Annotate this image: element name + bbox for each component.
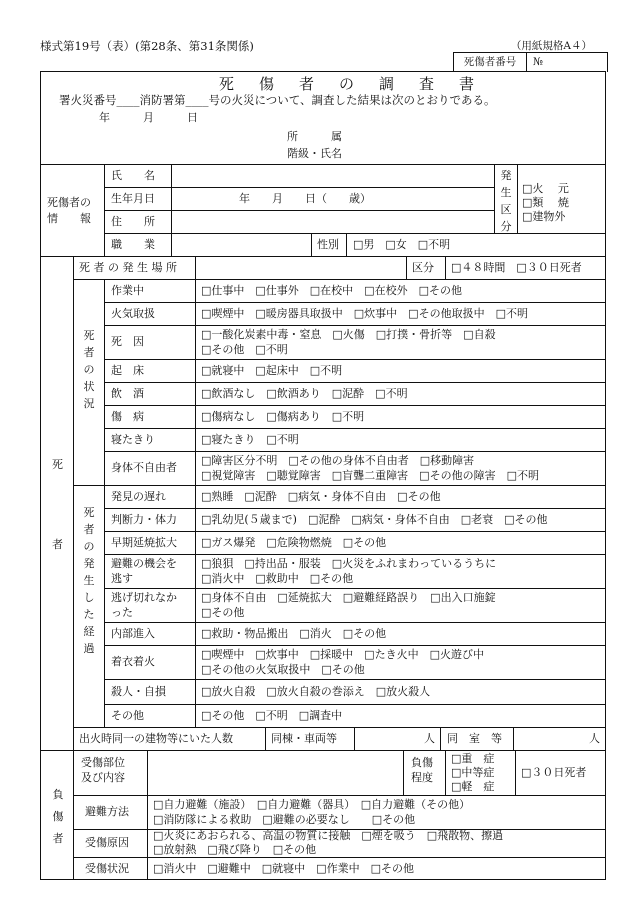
status-label-fire-use: 火気取扱 [111, 307, 155, 320]
name-label: 氏 名 [111, 169, 155, 182]
origin-option-1[interactable]: □火 元 [522, 182, 569, 195]
death-30day-option[interactable]: □３０日死者 [521, 766, 587, 779]
affiliation-label: 所 属 [287, 130, 342, 143]
form-id: 様式第19号（表）(第28条、第31条関係) [40, 39, 254, 53]
same-room-unit: 人 [589, 732, 600, 745]
status-label-drinking: 飲 酒 [111, 387, 144, 400]
injury-cause-label: 受傷原因 [85, 836, 129, 849]
casualty-number-box [453, 52, 608, 72]
status-options-disabled-2[interactable]: □視覚障害 □聴覚障害 □盲聾二重障害 □その他の障害 □不明 [201, 469, 539, 482]
kubun-label: 区分 [412, 261, 434, 274]
casualty-number-field[interactable]: № [533, 56, 543, 68]
status-label-illness: 傷 病 [111, 410, 144, 423]
process-label-no-escape: 逃げ切れなか [111, 591, 177, 604]
status-options-wake[interactable]: □就寝中 □起床中 □不明 [201, 364, 343, 377]
process-label-clothing: 着衣着火 [111, 655, 155, 668]
process-options-clothing[interactable]: □喫煙中 □炊事中 □採暖中 □たき火中 □火遊び中 [201, 648, 484, 661]
process-options-clothing-2[interactable]: □その他の火気取扱中 □その他 [201, 663, 365, 676]
job-label: 職 業 [111, 238, 155, 251]
injury-state-label: 受傷状況 [85, 862, 129, 875]
paper-size: （用紙規格A４） [510, 40, 592, 52]
address-label: 住 所 [111, 215, 155, 228]
dead-section-label: 死 [52, 458, 63, 471]
status-label-wake: 起 床 [111, 364, 144, 377]
status-options-fire-use[interactable]: □喫煙中 □暖房器具取扱中 □炊事中 □その他取扱中 □不明 [201, 307, 528, 320]
same-room-label: 同 室 等 [447, 732, 502, 745]
process-label-late-discovery: 発見の遅れ [111, 490, 166, 503]
origin-option-2[interactable]: □類 焼 [522, 196, 569, 209]
status-options-drinking[interactable]: □飲酒なし □飲酒あり □泥酔 □不明 [201, 387, 408, 400]
death-place-label: 死 者 の 発 生 場 所 [79, 261, 177, 274]
injury-part-label-2: 及び内容 [81, 771, 125, 784]
process-label-other: その他 [111, 709, 144, 722]
birth-label: 生年月日 [111, 192, 155, 205]
intro-sentence: 署火災番号____消防署第____号の火災について、調査した結果は次のとおりである。 [59, 93, 496, 107]
process-label-no-escape-2: った [111, 606, 133, 619]
info-section-label-2: 情 報 [47, 212, 91, 225]
same-building-label: 同棟・車両等 [271, 732, 337, 745]
dead-section-label-2: 者 [52, 538, 63, 551]
process-label-entry: 内部進入 [111, 627, 155, 640]
status-label-cause: 死 因 [111, 335, 144, 348]
process-options-no-escape[interactable]: □身体不自由 □延焼拡大 □避難経路誤り □出入口施錠 [201, 591, 496, 604]
evacuation-options-2[interactable]: □消防隊による救助 □避難の必要なし □その他 [153, 813, 416, 826]
degree-option-mild[interactable]: □軽 症 [451, 780, 495, 793]
process-options-late-discovery[interactable]: □熟睡 □泥酔 □病気・身体不自由 □その他 [201, 490, 441, 503]
building-count-label: 出火時同一の建物等にいた人数 [79, 732, 233, 745]
degree-option-severe[interactable]: □重 症 [451, 752, 495, 765]
process-label-missed-evac-2: 逃す [111, 572, 133, 585]
kubun-options[interactable]: □４８時間 □３０日死者 [451, 261, 582, 274]
process-label-homicide: 殺人・自損 [111, 685, 166, 698]
form-title: 死 傷 者 の 調 査 書 [219, 75, 480, 93]
sex-options[interactable]: □男 □女 □不明 [353, 238, 451, 251]
process-options-missed-evac[interactable]: □狼狽 □持出品・服装 □火災をふれまわっているうちに [201, 557, 497, 570]
degree-option-moderate[interactable]: □中等症 [451, 766, 495, 779]
injury-degree-label-2: 程度 [411, 771, 433, 784]
status-section-label: 死 者 の 状 況 [83, 329, 95, 411]
origin-label: 発 生 区 分 [500, 169, 512, 234]
status-options-illness[interactable]: □傷病なし □傷病あり □不明 [201, 410, 365, 423]
status-options-disabled[interactable]: □障害区分不明 □その他の身体不自由者 □移動障害 [201, 454, 475, 467]
process-options-homicide[interactable]: □放火自殺 □放火自殺の巻添え □放火殺人 [201, 685, 431, 698]
process-options-missed-evac-2[interactable]: □消火中 □救助中 □その他 [201, 572, 354, 585]
process-label-missed-evac: 避難の機会を [111, 557, 177, 570]
process-options-other[interactable]: □その他 □不明 □調査中 [201, 709, 343, 722]
status-label-working: 作業中 [111, 284, 144, 297]
origin-option-3[interactable]: □建物外 [522, 210, 566, 223]
evacuation-options[interactable]: □自力避難（施設） □自力避難（器具） □自力避難（その他） [153, 798, 471, 811]
survey-date: 年 月 日 [99, 111, 198, 124]
rank-name-label: 階級・氏名 [287, 147, 342, 160]
injury-cause-options[interactable]: □火炎にあおられる、高温の物質に接触 □煙を吸う □飛散物、擦過 [153, 829, 504, 842]
sex-label: 性別 [317, 238, 339, 251]
process-options-early-spread[interactable]: □ガス爆発 □危険物燃焼 □その他 [201, 536, 387, 549]
birth-value[interactable]: 年 月 日（ 歳） [239, 192, 371, 205]
process-options-entry[interactable]: □救助・物品搬出 □消火 □その他 [201, 627, 387, 640]
process-options-no-escape-2[interactable]: □その他 [201, 606, 245, 619]
process-options-judgment[interactable]: □乳幼児(５歳まで) □泥酔 □病気・身体不自由 □老衰 □その他 [201, 513, 548, 526]
status-label-disabled: 身体不自由者 [111, 461, 177, 474]
status-options-working[interactable]: □仕事中 □仕事外 □在校中 □在校外 □その他 [201, 284, 462, 297]
injury-degree-label: 負傷 [411, 756, 433, 769]
form-frame [40, 71, 606, 880]
same-building-unit: 人 [424, 732, 435, 745]
evacuation-label: 避難方法 [85, 805, 129, 818]
injury-state-options[interactable]: □消火中 □避難中 □就寝中 □作業中 □その他 [153, 862, 414, 875]
info-section-label: 死傷者の [47, 196, 91, 209]
status-options-bedridden[interactable]: □寝たきり □不明 [201, 433, 299, 446]
status-label-bedridden: 寝たきり [111, 433, 155, 446]
injury-cause-options-2[interactable]: □放射熱 □飛び降り □その他 [153, 843, 317, 856]
process-label-judgment: 判断力・体力 [111, 513, 177, 526]
process-section-label: 死 者 の 発 生 し た 経 過 [83, 506, 95, 656]
casualty-number-label: 死傷者番号 [454, 53, 527, 72]
status-options-cause-2[interactable]: □その他 □不明 [201, 343, 288, 356]
process-label-early-spread: 早期延焼拡大 [111, 536, 177, 549]
injury-part-label: 受傷部位 [81, 756, 125, 769]
injured-section-label: 負 傷 者 [52, 788, 64, 845]
status-options-cause[interactable]: □一酸化炭素中毒・窒息 □火傷 □打撲・骨折等 □自殺 [201, 328, 496, 341]
